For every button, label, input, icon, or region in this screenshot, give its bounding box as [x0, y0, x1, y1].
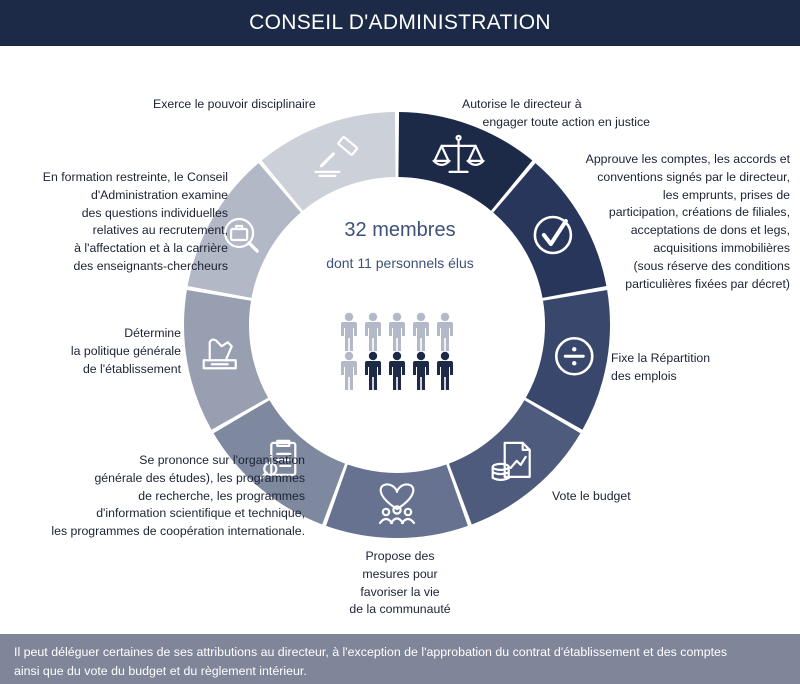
elected-count: dont 11 personnels élus [326, 255, 474, 271]
label-approvals: Approuve les comptes, les accords et conventions signés par le directeur, les emprunts, prises de participation, créations de filiales, acceptations de dons et legs, acquisitions immobilières (sous réserve des conditions particulières fixées par décret) [585, 152, 790, 291]
label-discipline: Exerce le pouvoir disciplinaire [153, 97, 316, 111]
footer-line-2: ainsi que du vote du budget et du règlement intérieur. [14, 664, 307, 678]
person-icon [365, 352, 381, 390]
person-icon [413, 313, 429, 351]
label-community: Propose des mesures pour favoriser la vie de la communauté [349, 549, 451, 617]
footer-line-1: Il peut déléguer certaines de ses attributions au directeur, à l'exception de l'approbation du contrat d'établissement et des comptes [14, 645, 728, 659]
label-policy: Détermine la politique générale de l'établissement [70, 326, 181, 376]
label-budget: Vote le budget [552, 489, 631, 503]
person-icon [341, 352, 357, 390]
person-icon [413, 352, 429, 390]
label-justice: Autorise le directeur à engager toute action en justice [462, 97, 650, 129]
person-icon [341, 313, 357, 351]
ring-segment-5 [326, 465, 468, 538]
member-count: 32 membres [344, 219, 456, 241]
person-icon [389, 313, 405, 351]
label-jobs: Fixe la Répartition des emplois [611, 351, 711, 383]
page-title: CONSEIL D'ADMINISTRATION [0, 0, 800, 46]
person-icon [437, 352, 453, 390]
person-icon [365, 313, 381, 351]
members-pictogram [341, 313, 453, 390]
person-icon [389, 352, 405, 390]
label-restricted: En formation restreinte, le Conseil d'Administration examine des questions individuelles relatives au recrutement, à l'affectation et à la carrière des enseignants-chercheurs [42, 170, 228, 273]
label-studies: Se prononce sur l'organisation générale des études), les programmes de recherche, les programmes d'information scientifique et technique, les programmes de coopération internationale. [51, 453, 305, 539]
person-icon [437, 313, 453, 351]
footer-note [0, 634, 800, 684]
